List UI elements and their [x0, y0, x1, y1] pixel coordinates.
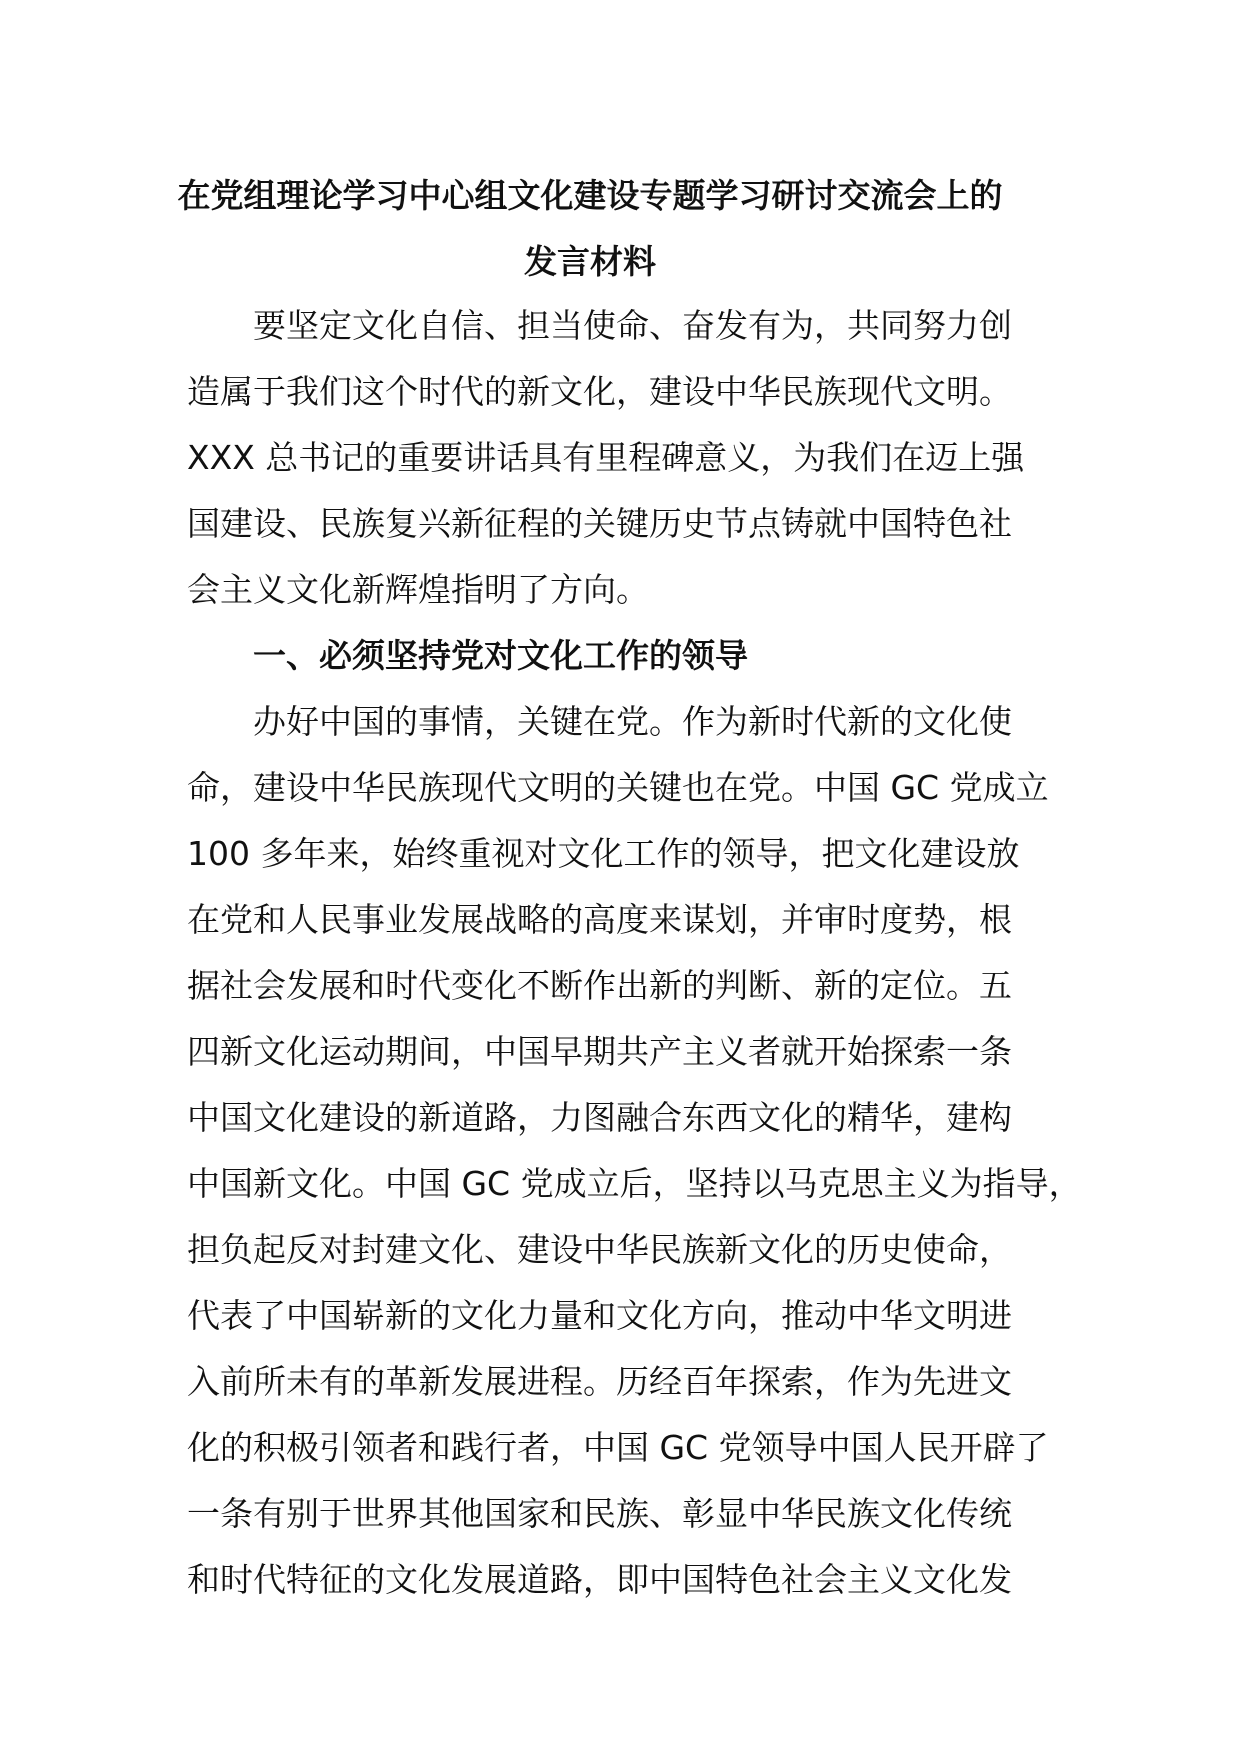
paragraph-line: 入前所未有的革新发展进程。历经百年探索，作为先进文	[187, 1362, 1012, 1401]
paragraph-line: 要坚定文化自信、担当使命、奋发有为，共同努力创	[253, 306, 1012, 345]
paragraph-line: 造属于我们这个时代的新文化，建设中华民族现代文明。	[187, 372, 1012, 411]
paragraph-line: XXX 总书记的重要讲话具有里程碑意义，为我们在迈上强	[187, 438, 1025, 477]
paragraph-line: 和时代特征的文化发展道路，即中国特色社会主义文化发	[187, 1560, 1012, 1599]
paragraph-line: 中国文化建设的新道路，力图融合东西文化的精华，建构	[187, 1098, 1012, 1137]
paragraph-line: 命，建设中华民族现代文明的关键也在党。中国 GC 党成立	[187, 768, 1049, 807]
paragraph-line: 据社会发展和时代变化不断作出新的判断、新的定位。五	[187, 966, 1012, 1005]
paragraph-line: 在党和人民事业发展战略的高度来谋划，并审时度势，根	[187, 900, 1012, 939]
paragraph-line: 中国新文化。中国 GC 党成立后，坚持以马克思主义为指导，	[187, 1164, 1082, 1203]
paragraph-line: 会主义文化新辉煌指明了方向。	[187, 570, 649, 609]
paragraph-line: 担负起反对封建文化、建设中华民族新文化的历史使命，	[187, 1230, 1012, 1269]
paragraph-line: 四新文化运动期间，中国早期共产主义者就开始探索一条	[187, 1032, 1012, 1071]
paragraph-line: 100 多年来，始终重视对文化工作的领导，把文化建设放	[187, 834, 1020, 873]
paragraph-line: 一条有别于世界其他国家和民族、彰显中华民族文化传统	[187, 1494, 1012, 1533]
paragraph-line: 办好中国的事情，关键在党。作为新时代新的文化使	[253, 702, 1012, 741]
paragraph-line: 代表了中国崭新的文化力量和文化方向，推动中华文明进	[187, 1296, 1012, 1335]
paragraph-line: 化的积极引领者和践行者，中国 GC 党领导中国人民开辟了	[187, 1428, 1049, 1467]
paragraph-line: 国建设、民族复兴新征程的关键历史节点铸就中国特色社	[187, 504, 1012, 543]
document-title-line-2: 发言材料	[524, 242, 656, 281]
document-title-line-1: 在党组理论学习中心组文化建设专题学习研讨交流会上的	[177, 176, 1003, 215]
section-heading: 一、必须坚持党对文化工作的领导	[253, 636, 748, 675]
